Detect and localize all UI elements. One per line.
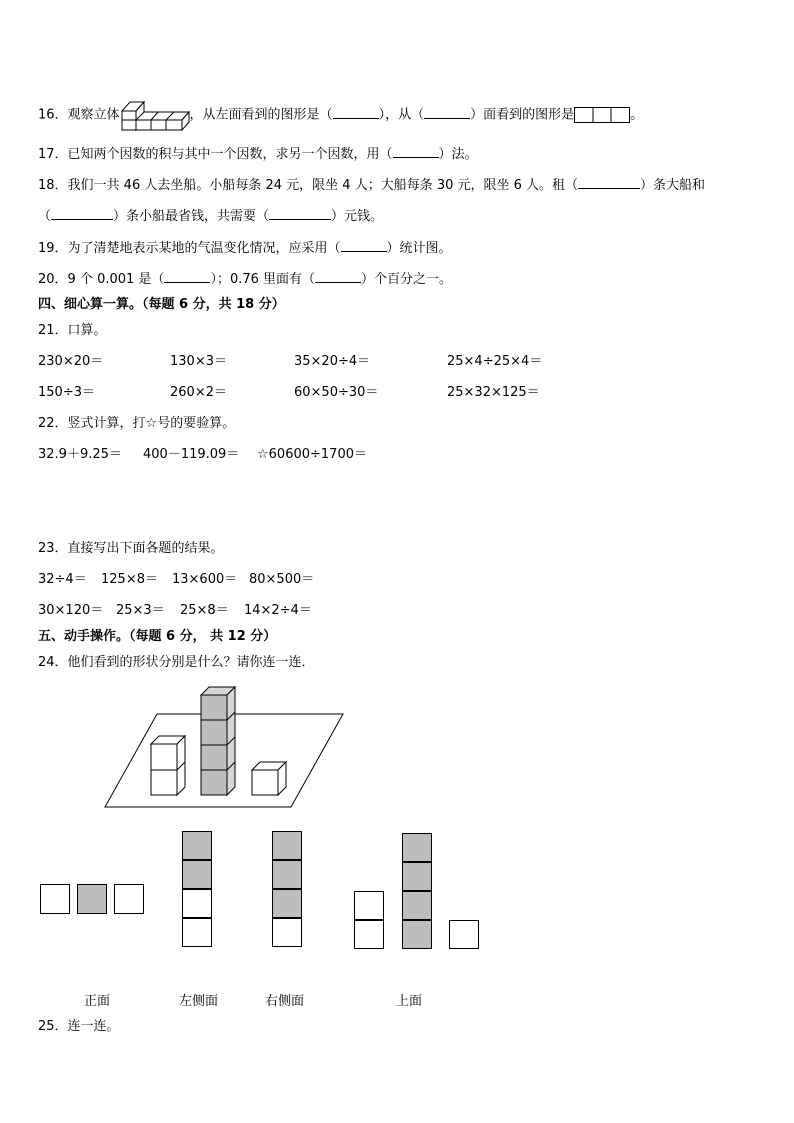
label-front[interactable]: 正面	[84, 994, 111, 1009]
q23-r2-c2: 25×3＝	[116, 603, 165, 618]
option4-square-4	[402, 862, 432, 891]
q18-blank-2[interactable]	[51, 207, 113, 220]
question-18	[38, 176, 705, 195]
q18-text-b: ）条大船和	[640, 178, 706, 193]
q23-title: 23．直接写出下面各题的结果。	[38, 541, 224, 556]
q18-text-e: ）元钱。	[331, 209, 384, 224]
q21-r1-c1: 230×20＝	[38, 354, 104, 369]
q23-r1-c1: 32÷4＝	[38, 572, 87, 587]
option1-square-3	[114, 884, 144, 914]
q19-blank[interactable]	[341, 239, 387, 252]
q16-blank-2[interactable]	[424, 106, 470, 119]
cube-arrangement-figure	[100, 686, 360, 816]
q24-title: 24．他们看到的形状分别是什么？请你连一连．	[38, 655, 315, 670]
q16-text-a: 16．观察立体	[38, 107, 120, 123]
q20-text-c: ）个百分之一。	[361, 272, 453, 287]
q22-item-1: 32.9＋9.25＝	[38, 447, 122, 462]
option2-square-1	[182, 831, 212, 860]
q21-title: 21．口算。	[38, 323, 107, 338]
q21-r1-c4: 25×4÷25×4＝	[447, 354, 543, 369]
label-right-side[interactable]: 右侧面	[265, 994, 305, 1009]
q18-blank-1[interactable]	[578, 176, 640, 189]
q23-r2-c1: 30×120＝	[38, 603, 104, 618]
q19-text-b: ）统计图。	[386, 241, 452, 256]
option4-square-3	[402, 833, 432, 862]
q18-text-c: （	[38, 209, 52, 224]
solid-figure-icon	[120, 98, 190, 132]
q16-text-c: ），从（	[378, 107, 425, 123]
section-4-heading: 四、细心算一算。（每题 6 分，共 18 分）	[38, 297, 285, 312]
q21-r2-c3: 60×50÷30＝	[294, 385, 379, 400]
q22-item-2: 400－119.09＝	[143, 447, 240, 462]
q23-r2-c4: 14×2÷4＝	[244, 603, 312, 618]
question-20	[38, 270, 452, 289]
question-18-line2	[38, 207, 383, 226]
option3-square-1	[272, 831, 302, 860]
q25-title: 25．连一连。	[38, 1019, 120, 1034]
q20-text-a: 20．9 个 0.001 是（	[38, 272, 165, 287]
section-5-heading: 五、动手操作。（每题 6 分， 共 12 分）	[38, 629, 277, 644]
option2-square-2	[182, 860, 212, 889]
question-19	[38, 239, 452, 258]
question-16	[38, 98, 643, 132]
q21-r2-c1: 150÷3＝	[38, 385, 95, 400]
option1-square-1	[40, 884, 70, 914]
q23-r2-c3: 25×8＝	[180, 603, 229, 618]
label-top[interactable]: 上面	[396, 994, 423, 1009]
q21-r2-c2: 260×2＝	[170, 385, 227, 400]
q16-text-e: 。	[630, 107, 644, 123]
q16-blank-1[interactable]	[333, 106, 379, 119]
q18-text-d: ）条小船最省钱，共需要（	[113, 209, 270, 224]
q20-blank-1[interactable]	[164, 270, 210, 283]
q17-blank[interactable]	[393, 145, 439, 158]
q23-r1-c2: 125×8＝	[101, 572, 158, 587]
option3-square-2	[272, 860, 302, 889]
q21-r1-c2: 130×3＝	[170, 354, 227, 369]
q20-blank-2[interactable]	[315, 270, 361, 283]
q17-text-b: ）法。	[438, 147, 478, 162]
option2-square-3	[182, 889, 212, 918]
q16-text-b: ，从左面看到的图形是（	[189, 107, 333, 123]
q16-text-d: ）面看到的图形是	[470, 107, 575, 123]
option4-square-2	[354, 920, 384, 949]
option4-square-5	[402, 891, 432, 920]
q18-blank-3[interactable]	[269, 207, 331, 220]
q20-text-b: ）；0.76 里面有（	[210, 272, 316, 287]
q17-text-a: 17．已知两个因数的积与其中一个因数，求另一个因数，用（	[38, 147, 393, 162]
q23-r1-c3: 13×600＝	[172, 572, 238, 587]
option4-square-1	[354, 891, 384, 920]
option2-square-4	[182, 918, 212, 947]
option3-square-4	[272, 918, 302, 947]
three-square-shape-icon	[574, 107, 630, 123]
q23-r1-c4: 80×500＝	[249, 572, 315, 587]
option3-square-3	[272, 889, 302, 918]
q18-text-a: 18．我们一共 46 人去坐船。小船每条 24 元，限坐 4 人；大船每条 30 元，限坐 6 人。租（	[38, 178, 579, 193]
q22-item-3: ☆60600÷1700＝	[257, 447, 367, 462]
q21-r1-c3: 35×20÷4＝	[294, 354, 371, 369]
option4-square-7	[449, 920, 479, 949]
q19-text-a: 19．为了清楚地表示某地的气温变化情况，应采用（	[38, 241, 341, 256]
label-left-side[interactable]: 左侧面	[179, 994, 219, 1009]
q21-r2-c4: 25×32×125＝	[447, 385, 540, 400]
option1-square-2	[77, 884, 107, 914]
q22-title: 22．竖式计算，打☆号的要验算。	[38, 416, 236, 431]
question-17	[38, 145, 478, 164]
option4-square-6	[402, 920, 432, 949]
